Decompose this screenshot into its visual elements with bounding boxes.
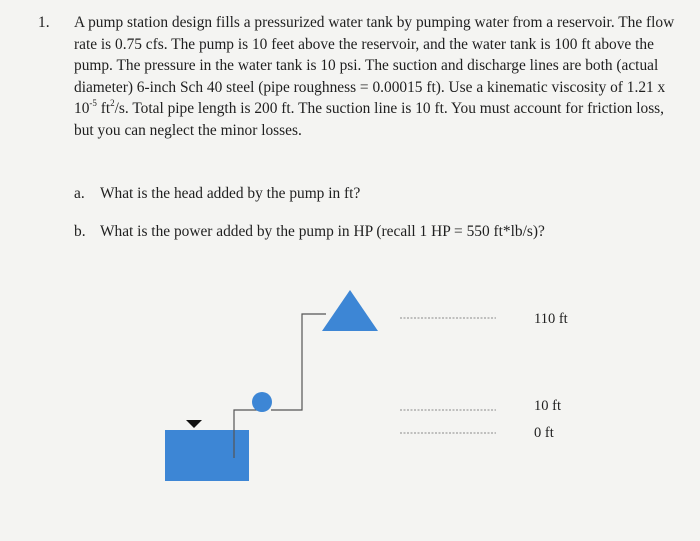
water-tank: [322, 290, 378, 331]
exponent-minus-5: -5: [89, 97, 97, 108]
discharge-pipe: [271, 314, 326, 410]
exponent-2: 2: [110, 97, 115, 108]
elevation-label-110: 110 ft: [534, 311, 568, 327]
question-a-text: What is the head added by the pump in ft?: [100, 185, 361, 202]
pump: [252, 392, 272, 412]
problem-number: 1.: [38, 14, 50, 31]
statement-part-2: ft: [96, 100, 111, 117]
question-b-letter: b.: [74, 223, 86, 240]
statement-part-3: /s. Total pipe length is 200 ft. The suction line is 10 ft. You must account for friction loss, but you can neglect the minor losses.: [74, 100, 665, 139]
elevation-label-0: 0 ft: [534, 425, 554, 441]
elevation-label-10: 10 ft: [534, 398, 561, 414]
water-level-marker: [186, 420, 202, 428]
statement-part-1: A pump station design fills a pressurized water tank by pumping water from a reservoir. The flow rate is 0.75 cfs. The pump is 10 feet above the reservoir, and the water tank is 100 ft above the pump. The pressure in the water tank is 10 psi. The suction and discharge lines are both (actual diameter) 6-inch Sch 40 steel (pipe roughness = 0.00015 ft). Use a kinematic viscosity of 1.21 x 10: [74, 14, 675, 117]
question-a-letter: a.: [74, 185, 85, 202]
question-b-text: What is the power added by the pump in HP (recall 1 HP = 550 ft*lb/s)?: [100, 223, 545, 240]
reservoir: [165, 430, 249, 481]
